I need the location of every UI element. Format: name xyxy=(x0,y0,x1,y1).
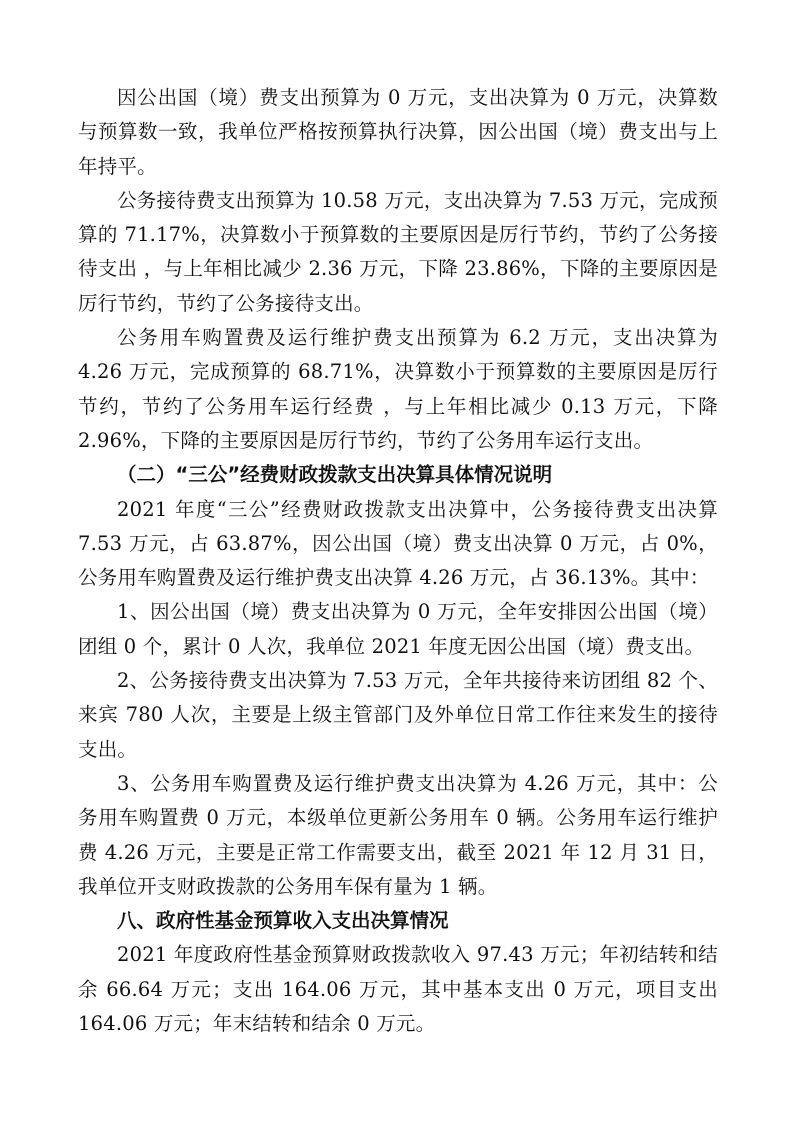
paragraph-three-public-summary: 2021 年度“三公”经费财政拨款支出决算中，公务接待费支出决算 7.53 万元，占 63.87%，因公出国（境）费支出决算 0 万元，占 0%，公务用车购置费及运行维护费支出决算 4.26 万元，占 36.13%。其中： xyxy=(78,497,718,590)
paragraph-overseas-travel: 因公出国（境）费支出预算为 0 万元，支出决算为 0 万元，决算数与预算数一致，我单位严格按预算执行决算，因公出国（境）费支出与上年持平。 xyxy=(78,86,718,178)
paragraph-item-3: 3、公务用车购置费及运行维护费支出决算为 4.26 万元，其中：公务用车购置费 0 万元，本级单位更新公务用车 0 辆。公务用车运行维护费 4.26 万元，主要是正常工作需要支出，截至 2021 年 12 月 31 日，我单位开支财政拨款的公务用车保有量为 1 辆。 xyxy=(78,771,718,898)
paragraph-vehicle-expense: 公务用车购置费及运行维护费支出预算为 6.2 万元，支出决算为 4.26 万元，完成预算的 68.71%，决算数小于预算数的主要原因是厉行节约，节约了公务用车运行经费 ，与上年相比减少 0.13 万元，下降 2.96%，下降的主要原因是厉行节约，节约了公务用车运行支出。 xyxy=(78,326,718,452)
document-body xyxy=(78,81,718,1041)
paragraph-item-1: 1、因公出国（境）费支出决算为 0 万元，全年安排因公出国（境）团组 0 个，累计 0 人次，我单位 2021 年度无因公出国（境）费支出。 xyxy=(78,600,718,658)
paragraph-reception-expense: 公务接待费支出预算为 10.58 万元，支出决算为 7.53 万元，完成预算的 71.17%，决算数小于预算数的主要原因是厉行节约，节约了公务接待支出 ，与上年相比减少 2.36 万元，下降 23.86%，下降的主要原因是厉行节约，节约了公务接待支出。 xyxy=(78,188,718,315)
section-heading-government-fund: 八、政府性基金预算收入支出决算情况 xyxy=(117,909,449,933)
section-heading-three-public: （二）“三公”经费财政拨款支出决算具体情况说明 xyxy=(117,463,553,487)
paragraph-item-2: 2、公务接待费支出决算为 7.53 万元，全年共接待来访团组 82 个、来宾 780 人次，主要是上级主管部门及外单位日常工作往来发生的接待支出。 xyxy=(78,669,718,761)
paragraph-government-fund: 2021 年度政府性基金预算财政拨款收入 97.43 万元；年初结转和结余 66.64 万元；支出 164.06 万元，其中基本支出 0 万元，项目支出 164.06 万元；年末结转和结余 0 万元。 xyxy=(78,943,718,1036)
